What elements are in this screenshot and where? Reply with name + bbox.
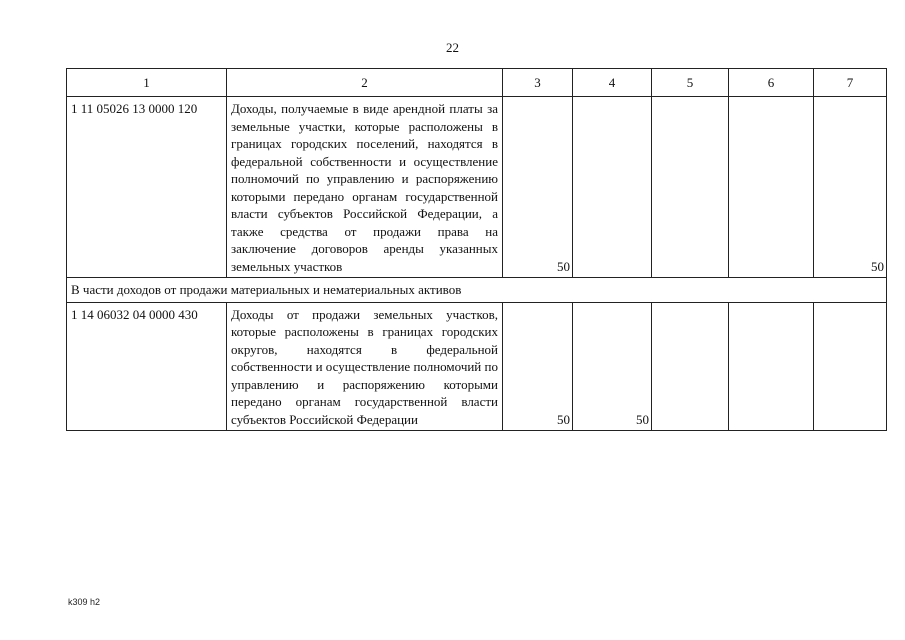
page-number: 22 (446, 40, 459, 55)
column-header-2: 2 (227, 69, 503, 97)
column-header-3: 3 (503, 69, 573, 97)
value-col-3: 50 (503, 302, 573, 431)
value-col-5 (652, 302, 729, 431)
value-col-7: 50 (814, 97, 887, 278)
value-col-4 (573, 97, 652, 278)
value-col-5 (652, 97, 729, 278)
table-row (67, 97, 887, 278)
value-col-7 (814, 302, 887, 431)
header-row (67, 69, 887, 97)
section-row (67, 278, 887, 303)
income-description: Доходы, получаемые в виде арендной платы за земельные участки, которые расположены в границах городских поселений, находятся в федеральной собственности и осуществление полномочий по управлению и распоряжению которыми передано органам государственной власти субъектов Российской Федерации, а также средства от продажи права на заключение договоров аренды указанных земельных участков (227, 97, 503, 278)
table-row (67, 302, 887, 431)
value-col-6 (729, 302, 814, 431)
column-header-1: 1 (67, 69, 227, 97)
column-header-4: 4 (573, 69, 652, 97)
budget-code: 1 14 06032 04 0000 430 (67, 302, 227, 431)
column-header-5: 5 (652, 69, 729, 97)
document-footer-code: k309 h2 (68, 597, 101, 607)
income-description: Доходы от продажи земельных участков, которые расположены в границах городских округов, находятся в федеральной собственности и осуществление полномочий по управлению и распоряжению которыми передано органам государственной власти субъектов Российской Федерации (227, 302, 503, 431)
section-heading: В части доходов от продажи материальных и нематериальных активов (67, 278, 887, 303)
column-header-6: 6 (729, 69, 814, 97)
value-col-3: 50 (503, 97, 573, 278)
value-col-6 (729, 97, 814, 278)
budget-code: 1 11 05026 13 0000 120 (67, 97, 227, 278)
value-col-4: 50 (573, 302, 652, 431)
column-header-7: 7 (814, 69, 887, 97)
revenue-table (66, 68, 887, 431)
